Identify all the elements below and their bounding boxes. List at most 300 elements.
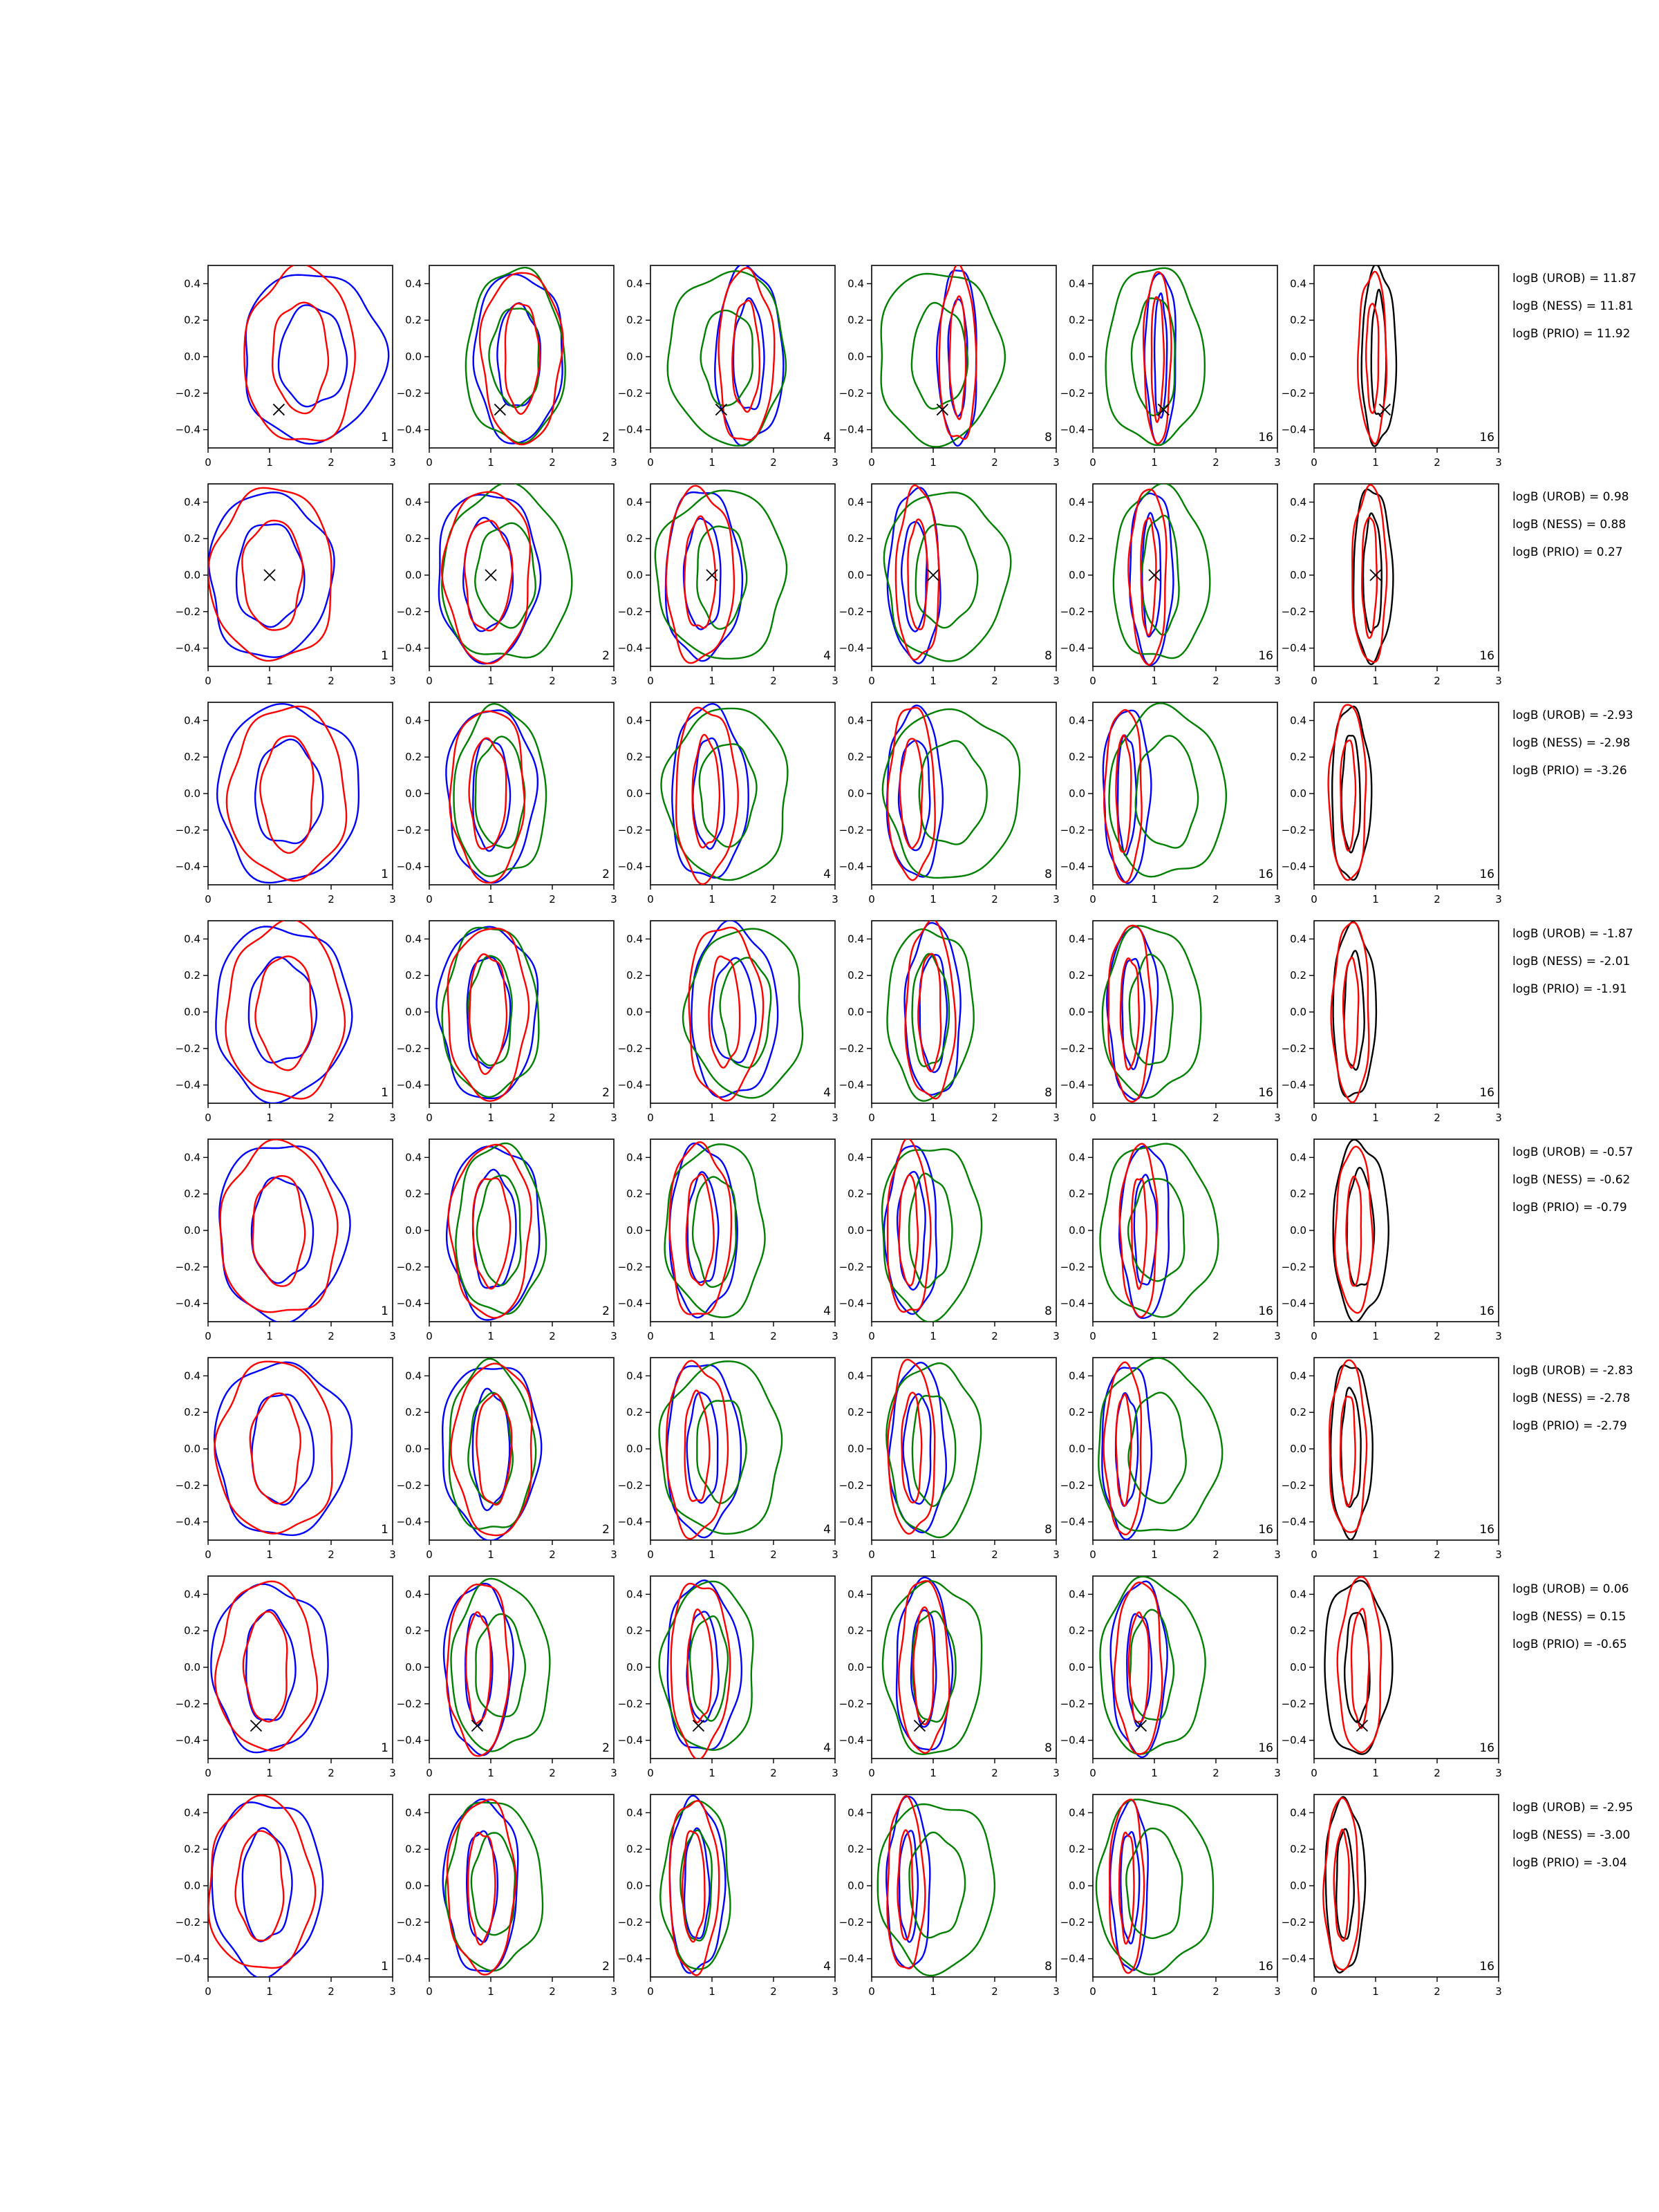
x-tick-label: 3	[1274, 1548, 1281, 1561]
panel-r2-c3	[618, 484, 838, 687]
y-tick-label: −0.2	[1281, 1260, 1306, 1273]
y-tick-label: 0.2	[1290, 314, 1306, 327]
y-tick-label: 0.0	[405, 1661, 422, 1674]
panel-r2-c6	[1282, 484, 1502, 687]
panel-r6-c2	[397, 1358, 617, 1561]
x-tick-label: 2	[328, 1985, 335, 1998]
x-tick-label: 2	[549, 675, 556, 687]
panel-r2-c4	[839, 484, 1060, 687]
y-tick-label: 0.0	[405, 1443, 422, 1455]
x-tick-label: 1	[709, 1548, 715, 1561]
x-tick-label: 1	[1151, 1112, 1158, 1124]
y-tick-label: −0.2	[396, 1915, 422, 1929]
panel-corner-label: 16	[1258, 649, 1273, 663]
y-tick-label: 0.2	[184, 969, 200, 982]
x-tick-label: 2	[549, 1330, 556, 1342]
x-tick-label: 1	[930, 1548, 937, 1561]
x-tick-label: 1	[487, 1112, 494, 1124]
x-tick-label: 0	[205, 1985, 212, 1998]
panel-corner-label: 1	[381, 431, 388, 444]
x-tick-label: 0	[1311, 1112, 1318, 1124]
y-tick-label: −0.4	[175, 641, 200, 655]
panel-corner-label: 8	[1044, 1086, 1052, 1100]
axes-frame	[1314, 921, 1499, 1103]
panel-r8-c1	[176, 1794, 396, 1998]
y-tick-label: 0.4	[847, 496, 864, 509]
y-tick-label: 0.2	[1069, 969, 1085, 982]
panel-corner-label: 8	[1044, 1960, 1052, 1974]
y-tick-label: −0.2	[1060, 605, 1085, 618]
x-tick-label: 0	[426, 1985, 433, 1998]
panel-corner-label: 2	[602, 1523, 610, 1537]
panel-r1-c5	[1060, 265, 1281, 469]
x-tick-label: 3	[832, 456, 838, 469]
y-tick-label: 0.2	[847, 1843, 864, 1856]
x-tick-label: 3	[1274, 456, 1281, 469]
panel-r4-c1	[176, 919, 396, 1124]
y-tick-label: 0.4	[847, 714, 864, 727]
x-tick-label: 0	[647, 893, 654, 906]
x-tick-label: 3	[1495, 1767, 1502, 1779]
y-tick-label: −0.2	[175, 1697, 200, 1710]
y-tick-label: 0.4	[405, 932, 422, 946]
x-tick-label: 0	[1311, 1330, 1318, 1342]
y-tick-label: 0.4	[847, 1151, 864, 1164]
y-tick-label: 0.0	[1069, 1880, 1085, 1892]
x-tick-label: 2	[328, 1330, 335, 1342]
panel-r5-c4	[839, 1138, 1060, 1342]
y-tick-label: −0.4	[617, 1515, 643, 1528]
panel-corner-label: 4	[823, 431, 831, 444]
x-tick-label: 0	[1089, 1985, 1096, 1998]
x-tick-label: 3	[389, 1985, 396, 1998]
y-tick-label: −0.4	[396, 860, 422, 873]
x-tick-label: 3	[610, 1548, 617, 1561]
y-tick-label: −0.4	[1060, 1952, 1085, 1965]
x-tick-label: 3	[832, 1985, 838, 1998]
x-tick-label: 1	[1151, 1985, 1158, 1998]
panel-corner-label: 8	[1044, 649, 1052, 663]
x-tick-label: 3	[1274, 1112, 1281, 1124]
y-tick-label: −0.2	[175, 823, 200, 836]
y-tick-label: −0.2	[617, 1260, 643, 1273]
y-tick-label: −0.2	[396, 605, 422, 618]
y-tick-label: 0.0	[405, 1880, 422, 1892]
x-tick-label: 2	[991, 893, 998, 906]
logb-ness-label: logB (NESS) = 0.88	[1512, 518, 1627, 532]
x-tick-label: 1	[487, 1767, 494, 1779]
x-tick-label: 1	[930, 1985, 937, 1998]
y-tick-label: 0.4	[405, 277, 422, 290]
y-tick-label: −0.4	[838, 641, 864, 655]
x-tick-label: 2	[770, 1985, 777, 1998]
panel-corner-label: 8	[1044, 1304, 1052, 1318]
y-tick-label: 0.4	[1069, 1369, 1085, 1382]
panel-corner-label: 4	[823, 1086, 831, 1100]
x-tick-label: 2	[1212, 1548, 1219, 1561]
y-tick-label: 0.4	[405, 714, 422, 727]
x-tick-label: 1	[1151, 1767, 1158, 1779]
y-tick-label: −0.2	[396, 1260, 422, 1273]
x-tick-label: 3	[1053, 1767, 1060, 1779]
y-tick-label: −0.2	[838, 386, 864, 400]
logb-prio-label: logB (PRIO) = -0.79	[1512, 1201, 1627, 1215]
x-tick-label: 3	[832, 1112, 838, 1124]
y-tick-label: −0.2	[838, 1479, 864, 1492]
panel-corner-label: 1	[381, 1086, 388, 1100]
panel-corner-label: 1	[381, 1304, 388, 1318]
y-tick-label: 0.4	[847, 1588, 864, 1601]
x-tick-label: 1	[266, 1548, 273, 1561]
y-tick-label: −0.2	[1060, 1697, 1085, 1710]
x-tick-label: 0	[1311, 675, 1318, 687]
logb-prio-label: logB (PRIO) = -3.04	[1512, 1856, 1627, 1870]
y-tick-label: −0.2	[396, 1697, 422, 1710]
panel-r7-c1	[176, 1576, 396, 1779]
x-tick-label: 2	[1434, 1767, 1441, 1779]
x-tick-label: 1	[487, 1330, 494, 1342]
y-tick-label: −0.4	[617, 1734, 643, 1747]
panel-r1-c2	[397, 265, 617, 469]
y-tick-label: −0.4	[838, 1515, 864, 1528]
panel-corner-label: 4	[823, 868, 831, 881]
x-tick-label: 3	[1053, 1112, 1060, 1124]
x-tick-label: 3	[610, 1112, 617, 1124]
x-tick-label: 2	[549, 1112, 556, 1124]
x-tick-label: 3	[1495, 1985, 1502, 1998]
x-tick-label: 2	[1212, 1330, 1219, 1342]
y-tick-label: −0.2	[396, 386, 422, 400]
x-tick-label: 0	[868, 456, 875, 469]
y-tick-label: 0.2	[847, 314, 864, 327]
y-tick-label: 0.4	[184, 277, 200, 290]
x-tick-label: 0	[426, 675, 433, 687]
y-tick-label: 0.4	[626, 1588, 643, 1601]
x-tick-label: 1	[487, 456, 494, 469]
y-tick-label: −0.4	[617, 1297, 643, 1310]
x-tick-label: 2	[1212, 1112, 1219, 1124]
y-tick-label: 0.4	[847, 277, 864, 290]
y-tick-label: 0.4	[1069, 277, 1085, 290]
y-tick-label: −0.4	[1060, 641, 1085, 655]
y-tick-label: 0.0	[626, 1224, 643, 1237]
x-tick-label: 0	[1089, 456, 1096, 469]
panel-corner-label: 8	[1044, 1741, 1052, 1755]
x-tick-label: 3	[610, 1330, 617, 1342]
panel-r5-c6	[1282, 1139, 1502, 1342]
panel-corner-label: 4	[823, 1304, 831, 1318]
x-tick-label: 2	[328, 893, 335, 906]
x-tick-label: 0	[426, 1548, 433, 1561]
y-tick-label: 0.2	[1069, 532, 1085, 545]
panel-corner-label: 1	[381, 649, 388, 663]
x-tick-label: 1	[1372, 1112, 1379, 1124]
y-tick-label: 0.0	[405, 350, 422, 363]
x-tick-label: 2	[1212, 675, 1219, 687]
x-tick-label: 0	[1311, 456, 1318, 469]
y-tick-label: 0.4	[1290, 277, 1306, 290]
x-tick-label: 2	[1434, 675, 1441, 687]
axes-frame	[650, 265, 835, 448]
y-tick-label: 0.2	[405, 1188, 422, 1201]
y-tick-label: 0.4	[1290, 496, 1306, 509]
x-tick-label: 1	[1151, 456, 1158, 469]
y-tick-label: 0.2	[847, 751, 864, 764]
panel-r6-c6	[1282, 1358, 1502, 1561]
x-tick-label: 1	[1372, 1985, 1379, 1998]
y-tick-label: −0.2	[1060, 1479, 1085, 1492]
y-tick-label: 0.0	[184, 1224, 200, 1237]
panel-r3-c2	[397, 702, 617, 906]
x-tick-label: 2	[328, 1548, 335, 1561]
panel-corner-label: 8	[1044, 431, 1052, 444]
x-tick-label: 1	[1372, 456, 1379, 469]
y-tick-label: 0.0	[1290, 1661, 1306, 1674]
x-tick-label: 1	[266, 1985, 273, 1998]
x-tick-label: 0	[1089, 675, 1096, 687]
y-tick-label: 0.0	[405, 569, 422, 581]
y-tick-label: −0.4	[838, 1297, 864, 1310]
panel-r6-c1	[176, 1358, 396, 1561]
x-tick-label: 0	[647, 1112, 654, 1124]
x-tick-label: 3	[1274, 1330, 1281, 1342]
y-tick-label: −0.4	[175, 1952, 200, 1965]
y-tick-label: 0.2	[626, 1188, 643, 1201]
x-tick-label: 0	[205, 893, 212, 906]
logb-prio-label: logB (PRIO) = -1.91	[1512, 982, 1627, 996]
x-tick-label: 3	[832, 1330, 838, 1342]
x-tick-label: 3	[389, 1767, 396, 1779]
logb-ness-label: logB (NESS) = -2.01	[1512, 955, 1631, 968]
panel-corner-label: 2	[602, 1741, 610, 1755]
y-tick-label: 0.2	[184, 751, 200, 764]
y-tick-label: −0.2	[838, 1042, 864, 1055]
x-tick-label: 1	[709, 1112, 715, 1124]
x-tick-label: 2	[549, 456, 556, 469]
y-tick-label: 0.0	[184, 1006, 200, 1018]
x-tick-label: 1	[709, 893, 715, 906]
x-tick-label: 0	[1089, 1767, 1096, 1779]
y-tick-label: 0.0	[405, 1224, 422, 1237]
y-tick-label: −0.2	[1281, 386, 1306, 400]
x-tick-label: 0	[647, 1767, 654, 1779]
y-tick-label: −0.2	[1281, 1479, 1306, 1492]
y-tick-label: 0.0	[1290, 1224, 1306, 1237]
y-tick-label: 0.4	[626, 932, 643, 946]
x-tick-label: 2	[991, 1112, 998, 1124]
panel-grid	[176, 264, 1502, 1998]
x-tick-label: 1	[1372, 893, 1379, 906]
x-tick-label: 0	[205, 675, 212, 687]
x-tick-label: 3	[610, 1767, 617, 1779]
x-tick-label: 0	[1311, 1985, 1318, 1998]
y-tick-label: 0.2	[1069, 751, 1085, 764]
y-tick-label: 0.2	[847, 532, 864, 545]
x-tick-label: 2	[328, 1767, 335, 1779]
x-tick-label: 1	[487, 893, 494, 906]
axes-frame	[208, 265, 393, 448]
x-tick-label: 2	[1434, 1330, 1441, 1342]
x-tick-label: 1	[487, 1985, 494, 1998]
x-tick-label: 2	[991, 1985, 998, 1998]
y-tick-label: 0.0	[184, 787, 200, 800]
y-tick-label: −0.4	[396, 1515, 422, 1528]
y-tick-label: −0.4	[396, 641, 422, 655]
y-tick-label: −0.4	[175, 1297, 200, 1310]
y-tick-label: −0.4	[1281, 1952, 1306, 1965]
x-tick-label: 2	[1212, 456, 1219, 469]
logb-urob-label: logB (UROB) = -0.57	[1512, 1145, 1633, 1159]
y-tick-label: 0.2	[405, 314, 422, 327]
y-tick-label: 0.2	[405, 969, 422, 982]
x-tick-label: 1	[1151, 1330, 1158, 1342]
axes-frame	[1314, 484, 1499, 666]
y-tick-label: −0.4	[1281, 1515, 1306, 1528]
panel-corner-label: 16	[1258, 868, 1273, 881]
x-tick-label: 0	[1311, 893, 1318, 906]
x-tick-label: 2	[549, 1548, 556, 1561]
x-tick-label: 0	[205, 1112, 212, 1124]
y-tick-label: −0.2	[175, 386, 200, 400]
x-tick-label: 1	[709, 1767, 715, 1779]
x-tick-label: 2	[328, 456, 335, 469]
x-tick-label: 3	[610, 893, 617, 906]
axes-frame	[208, 1576, 393, 1759]
y-tick-label: 0.2	[1290, 1406, 1306, 1419]
y-tick-label: 0.0	[184, 350, 200, 363]
x-tick-label: 0	[868, 1112, 875, 1124]
y-tick-label: −0.2	[838, 1260, 864, 1273]
logb-prio-label: logB (PRIO) = -3.26	[1512, 764, 1627, 778]
x-tick-label: 0	[426, 1112, 433, 1124]
x-tick-label: 2	[1434, 1548, 1441, 1561]
x-tick-label: 3	[389, 1330, 396, 1342]
x-tick-label: 2	[991, 1330, 998, 1342]
y-tick-label: −0.2	[1060, 823, 1085, 836]
panel-r1-c6	[1282, 265, 1502, 469]
y-tick-label: 0.4	[184, 496, 200, 509]
x-tick-label: 2	[1434, 456, 1441, 469]
x-tick-label: 2	[770, 893, 777, 906]
y-tick-label: 0.4	[405, 1369, 422, 1382]
x-tick-label: 3	[389, 675, 396, 687]
x-tick-label: 0	[647, 675, 654, 687]
y-tick-label: 0.2	[1069, 1188, 1085, 1201]
x-tick-label: 0	[647, 1985, 654, 1998]
panel-corner-label: 16	[1479, 868, 1494, 881]
y-tick-label: 0.4	[405, 1588, 422, 1601]
x-tick-label: 2	[1212, 1767, 1219, 1779]
x-tick-label: 2	[1434, 1985, 1441, 1998]
y-tick-label: 0.0	[847, 569, 864, 581]
y-tick-label: 0.2	[626, 1406, 643, 1419]
x-tick-label: 3	[1053, 1985, 1060, 1998]
y-tick-label: 0.2	[626, 314, 643, 327]
panel-r6-c3	[618, 1358, 838, 1561]
y-tick-label: 0.0	[626, 1443, 643, 1455]
y-tick-label: 0.2	[405, 532, 422, 545]
y-tick-label: 0.4	[847, 932, 864, 946]
y-tick-label: 0.0	[1290, 1443, 1306, 1455]
y-tick-label: 0.0	[847, 350, 864, 363]
y-tick-label: 0.2	[184, 1406, 200, 1419]
x-tick-label: 3	[1274, 675, 1281, 687]
logb-prio-label: logB (PRIO) = 11.92	[1512, 327, 1631, 341]
y-tick-label: 0.0	[1069, 1224, 1085, 1237]
panel-r4-c2	[397, 921, 617, 1124]
y-tick-label: 0.2	[626, 969, 643, 982]
y-tick-label: 0.0	[626, 1006, 643, 1018]
y-tick-label: −0.4	[617, 423, 643, 436]
y-tick-label: −0.4	[1281, 641, 1306, 655]
x-tick-label: 1	[930, 893, 937, 906]
y-tick-label: 0.0	[847, 787, 864, 800]
panel-r8-c6	[1282, 1794, 1502, 1998]
x-tick-label: 1	[1151, 893, 1158, 906]
y-tick-label: 0.0	[626, 350, 643, 363]
x-tick-label: 0	[868, 675, 875, 687]
y-tick-label: 0.4	[184, 714, 200, 727]
axes-frame	[650, 1358, 835, 1540]
y-tick-label: 0.0	[184, 1443, 200, 1455]
logb-prio-label: logB (PRIO) = -0.65	[1512, 1638, 1627, 1651]
x-tick-label: 2	[770, 675, 777, 687]
y-tick-label: −0.2	[838, 1915, 864, 1929]
y-tick-label: 0.2	[184, 1843, 200, 1856]
panel-r7-c4	[839, 1576, 1060, 1779]
logb-urob-label: logB (UROB) = -2.95	[1512, 1801, 1633, 1815]
panel-corner-label: 1	[381, 1523, 388, 1537]
axes-frame	[429, 1576, 614, 1759]
x-tick-label: 1	[266, 1112, 273, 1124]
panel-r8-c2	[397, 1794, 617, 1998]
x-tick-label: 1	[709, 1985, 715, 1998]
y-tick-label: −0.4	[175, 1078, 200, 1091]
x-tick-label: 1	[930, 456, 937, 469]
y-tick-label: −0.4	[1060, 860, 1085, 873]
y-tick-label: 0.0	[847, 1880, 864, 1892]
y-tick-label: 0.0	[1290, 787, 1306, 800]
y-tick-label: −0.2	[617, 605, 643, 618]
x-tick-label: 1	[1372, 1548, 1379, 1561]
x-tick-label: 3	[610, 456, 617, 469]
logb-prio-label: logB (PRIO) = 0.27	[1512, 545, 1623, 559]
y-tick-label: −0.4	[396, 423, 422, 436]
panel-corner-label: 16	[1258, 431, 1273, 444]
panel-r3-c3	[618, 702, 838, 906]
x-tick-label: 3	[832, 893, 838, 906]
y-tick-label: −0.4	[1060, 1734, 1085, 1747]
y-tick-label: 0.4	[1069, 1151, 1085, 1164]
x-tick-label: 2	[1434, 893, 1441, 906]
y-tick-label: 0.0	[1069, 1661, 1085, 1674]
x-tick-label: 2	[770, 1112, 777, 1124]
x-tick-label: 1	[1151, 675, 1158, 687]
panel-r1-c4	[839, 264, 1060, 469]
logb-urob-label: logB (UROB) = 0.98	[1512, 490, 1629, 504]
y-tick-label: −0.4	[396, 1078, 422, 1091]
x-tick-label: 3	[1495, 456, 1502, 469]
axes-frame	[1093, 484, 1277, 666]
panel-corner-label: 16	[1258, 1304, 1273, 1318]
x-tick-label: 1	[709, 456, 715, 469]
y-tick-label: 0.2	[1290, 532, 1306, 545]
x-tick-label: 2	[549, 893, 556, 906]
x-tick-label: 3	[610, 1985, 617, 1998]
x-tick-label: 0	[426, 1767, 433, 1779]
y-tick-label: 0.0	[847, 1661, 864, 1674]
axes-frame	[1314, 265, 1499, 448]
